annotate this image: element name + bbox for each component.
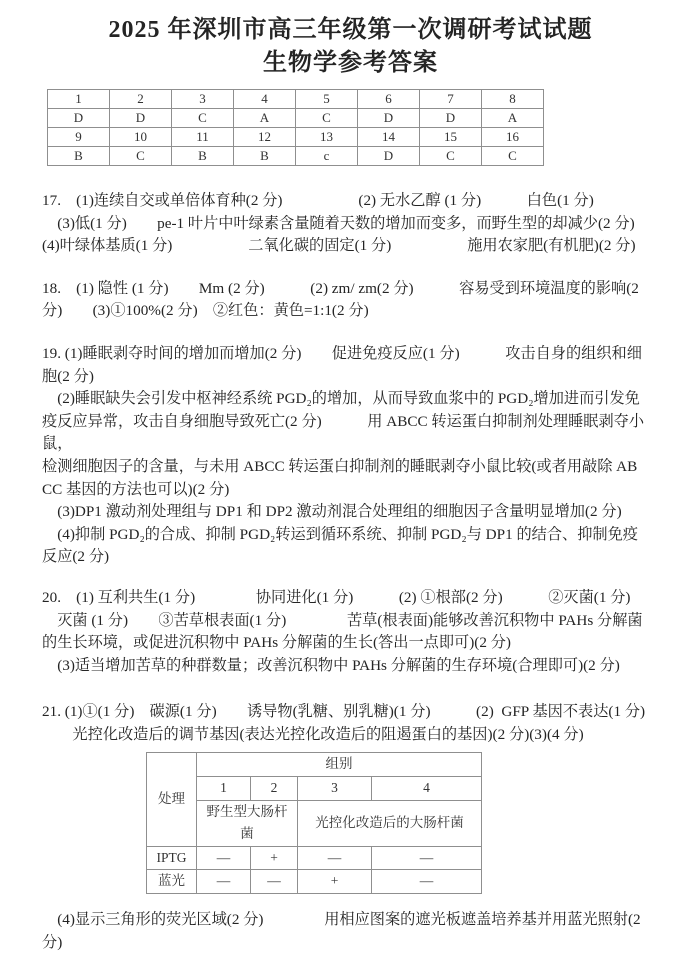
question-number-cell: 6 (358, 90, 420, 109)
strain-cell: 光控化改造后的大肠杆菌 (298, 800, 482, 846)
experiment-group-table (146, 752, 482, 894)
answer-cell: C (420, 147, 482, 166)
answer-line: 检测细胞因子的含量，与未用 ABCC 转运蛋白抑制剂的睡眠剥夺小鼠比较(或者用敲除 AB (42, 457, 638, 475)
question-number-cell: 10 (110, 128, 172, 147)
answer-line: (3)低(1 分) pe-1 叶片中叶绿素含量随着天数的增加而变多，而野生型的却减少(2 分) (42, 214, 635, 232)
question-number-cell: 4 (234, 90, 296, 109)
answer-cell: B (172, 147, 234, 166)
answer-line: (2)睡眠缺失会引发中枢神经系统 PGD₂的增加，从而导致血浆中的 PGD₂增加进而引发免 (42, 390, 640, 408)
question-number-cell: 9 (48, 128, 110, 147)
question-number-cell: 3 (172, 90, 234, 109)
question-number-cell: 14 (358, 128, 420, 147)
question-number-cell: 11 (172, 128, 234, 147)
question-number-cell: 7 (420, 90, 482, 109)
treatment-value-cell: — (372, 870, 482, 894)
answer-cell: C (296, 109, 358, 128)
answer-cell: D (48, 109, 110, 128)
question-number-cell: 16 (482, 128, 544, 147)
question-18-answer (42, 278, 659, 323)
strain-cell: 野生型大肠杆菌 (197, 800, 298, 846)
question-number-cell: 8 (482, 90, 544, 109)
answer-cell: C (482, 147, 544, 166)
treatment-value-cell: — (197, 846, 251, 870)
table-row (147, 846, 482, 870)
answer-cell: c (296, 147, 358, 166)
answer-line: 19. (1)睡眠剥夺时间的增加而增加(2 分) 促进免疫反应(1 分) 攻击自身的组织和细 (42, 344, 642, 362)
group-number-cell: 4 (372, 777, 482, 801)
answer-line: 21. (1)①(1 分) 碳源(1 分) 诱导物(乳糖、别乳糖)(1 分) (2) GFP 基因不表达(1 分) (42, 703, 646, 721)
answer-line: CC 基因的方法也可以)(2 分) (42, 480, 230, 498)
answer-line: 18. (1) 隐性 (1 分) Mm (2 分) (2) zm/ zm(2 分) 容易受到环境温度的影响(2 (42, 279, 639, 297)
answer-line: 反应(2 分) (42, 548, 110, 566)
question-17-answer (42, 190, 659, 258)
question-number-cell: 12 (234, 128, 296, 147)
answer-line: 灭菌 (1 分) ③苦草根表面(1 分) 苦草(根表面)能够改善沉积物中 PAHs 分解菌 (42, 611, 643, 629)
table-row (147, 870, 482, 894)
answer-cell: D (358, 147, 420, 166)
table-row (48, 90, 544, 109)
answer-cell: C (110, 147, 172, 166)
treatment-label-cell: 蓝光 (147, 870, 197, 894)
answer-cell: D (420, 109, 482, 128)
answer-cell: D (358, 109, 420, 128)
answer-cell: B (234, 147, 296, 166)
answer-line: 光控化改造后的调节基因(表达光控化改造后的阻遏蛋白的基因)(2 分)(3)(4 分) (42, 725, 584, 743)
answer-cell: A (234, 109, 296, 128)
choice-answer-table (47, 89, 544, 166)
question-20-answer (42, 587, 659, 677)
question-19-answer (42, 343, 659, 569)
table-row (147, 777, 482, 801)
group-number-cell: 1 (197, 777, 251, 801)
answer-line: (3)适当增加苦草的种群数量；改善沉积物中 PAHs 分解菌的生存环境(合理即可)(2 分) (42, 656, 620, 674)
treatment-header-cell: 处理 (147, 753, 197, 846)
table-row (48, 128, 544, 147)
table-row (147, 800, 482, 846)
table-row (147, 753, 482, 777)
question-21-answer (42, 701, 659, 954)
question-number-cell: 2 (110, 90, 172, 109)
treatment-value-cell: + (251, 846, 298, 870)
page-subtitle: 生物学参考答案 (263, 50, 438, 76)
answer-line: 疫反应异常，攻击自身细胞导致死亡(2 分) 用 ABCC 转运蛋白抑制剂处理睡眠剥夺小鼠， (42, 412, 645, 453)
answer-line: (4)叶绿体基质(1 分) 二氧化碳的固定(1 分) 施用农家肥(有机肥)(2 分) (42, 237, 636, 255)
group-header-cell: 组别 (197, 753, 482, 777)
group-number-cell: 3 (298, 777, 372, 801)
treatment-value-cell: — (197, 870, 251, 894)
answer-line: 的生长环境，或促进沉积物中 PAHs 分解菌的生长(答出一点即可)(2 分) (42, 634, 511, 652)
treatment-label-cell: IPTG (147, 846, 197, 870)
answer-line: (4)抑制 PGD₂的合成、抑制 PGD₂转运到循环系统、抑制 PGD₂与 DP1 的结合、抑制免疫 (42, 525, 638, 543)
answer-cell: C (172, 109, 234, 128)
page-title: 2025 年深圳市高三年级第一次调研考试试题 (108, 17, 593, 43)
answer-line: 胞(2 分) (42, 367, 94, 385)
answer-line: 分) (3)①100%(2 分) ②红色：黄色=1:1(2 分) (42, 302, 369, 320)
treatment-value-cell: — (298, 846, 372, 870)
answer-cell: D (110, 109, 172, 128)
question-number-cell: 15 (420, 128, 482, 147)
answer-line: 20. (1) 互利共生(1 分) 协同进化(1 分) (2) ①根部(2 分) ②灭菌(1 分) (42, 588, 631, 606)
question-number-cell: 5 (296, 90, 358, 109)
table-row (48, 109, 544, 128)
question-number-cell: 1 (48, 90, 110, 109)
answer-cell: B (48, 147, 110, 166)
question-number-cell: 13 (296, 128, 358, 147)
table-row (48, 147, 544, 166)
treatment-value-cell: — (251, 870, 298, 894)
treatment-value-cell: — (372, 846, 482, 870)
group-number-cell: 2 (251, 777, 298, 801)
answer-line: (4)显示三角形的荧光区域(2 分) 用相应图案的遮光板遮盖培养基并用蓝光照射(2 分) (42, 911, 645, 951)
answer-line: 17. (1)连续自交或单倍体育种(2 分) (2) 无水乙醇 (1 分) 白色(1 分) (42, 192, 594, 209)
answer-cell: A (482, 109, 544, 128)
treatment-value-cell: + (298, 870, 372, 894)
answer-line: (3)DP1 激动剂处理组与 DP1 和 DP2 激动剂混合处理组的细胞因子含量明显增加(2 分) (42, 503, 622, 521)
